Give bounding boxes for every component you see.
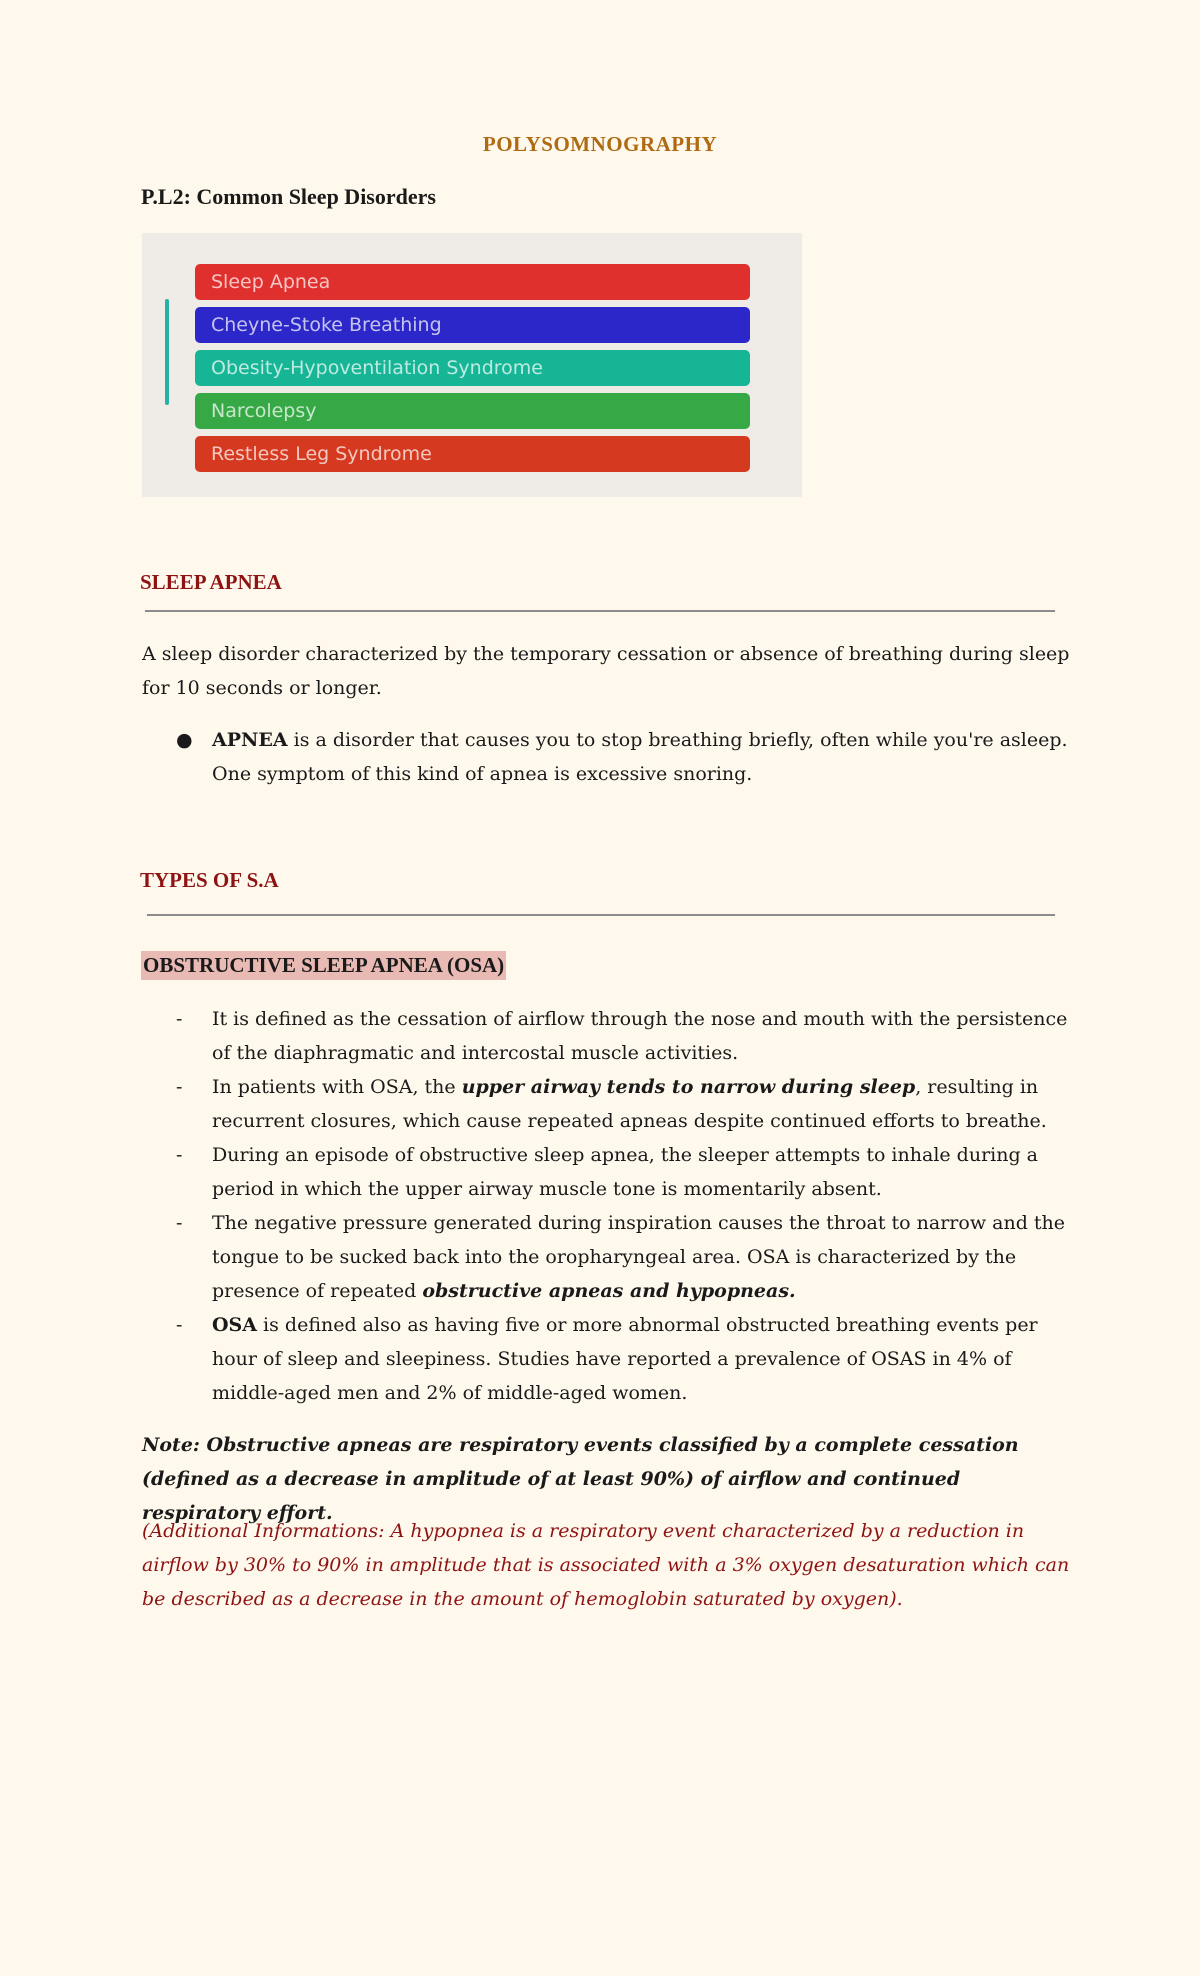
list-item-text bbox=[212, 1138, 1076, 1206]
types-heading: TYPES OF S.A bbox=[140, 868, 279, 892]
list-text: It is defined as the cessation of airflow through the nose and mouth with the persistence of the diaphragmatic and intercostal muscle activities. bbox=[212, 1008, 1068, 1064]
list-text: , resulting in recurrent closures, which cause repeated apneas despite continued efforts to breathe. bbox=[212, 1076, 1047, 1132]
list-item bbox=[176, 1138, 1076, 1206]
dash-marker: - bbox=[176, 1008, 183, 1030]
list-item-text bbox=[212, 1206, 1076, 1308]
sleep-apnea-definition: A sleep disorder characterized by the temporary cessation or absence of breathing during sleep for 10 seconds or longer. bbox=[142, 643, 1070, 699]
additional-info: (Additional Informations: A hypopnea is a respiratory event characterized by a reduction in airflow by 30% to 90% in amplitude that is associated with a 3% oxygen desaturation which can be described as a decrease in the amount of hemoglobin saturated by oxygen). bbox=[142, 1520, 1070, 1610]
figure-bar-cheyne-stoke-breathing: Cheyne-Stoke Breathing bbox=[195, 307, 750, 343]
list-item bbox=[176, 1206, 1076, 1308]
figure-bar-sleep-apnea: Sleep Apnea bbox=[195, 264, 750, 300]
document-title: POLYSOMNOGRAPHY bbox=[482, 132, 718, 156]
section-divider bbox=[147, 914, 1055, 916]
list-text: The negative pressure generated during inspiration causes the throat to narrow and the tongue to be sucked back into the oropharyngeal area. OSA is characterized by the presence of repeated bbox=[212, 1212, 1066, 1302]
figure-bar-obesity-hypoventilation-syndrome: Obesity-Hypoventilation Syndrome bbox=[195, 350, 750, 386]
list-item-text bbox=[212, 1002, 1076, 1070]
osa-heading: OBSTRUCTIVE SLEEP APNEA (OSA) bbox=[141, 951, 506, 980]
apnea-description: is a disorder that causes you to stop breathing briefly, often while you're asleep. One symptom of this kind of apnea is excessive snoring. bbox=[212, 729, 1068, 785]
dash-marker: - bbox=[176, 1076, 183, 1098]
apnea-bullet-text bbox=[212, 723, 1082, 791]
emphasis-text: upper airway tends to narrow during sleep bbox=[461, 1076, 916, 1098]
list-text: In patients with OSA, the bbox=[212, 1076, 462, 1098]
figure-bracket bbox=[165, 299, 169, 405]
dash-marker: - bbox=[176, 1314, 183, 1336]
list-item-text bbox=[212, 1070, 1076, 1138]
list-item bbox=[176, 1002, 1076, 1070]
apnea-term: APNEA bbox=[212, 729, 288, 751]
dash-marker: - bbox=[176, 1144, 183, 1166]
figure-bar-restless-leg-syndrome: Restless Leg Syndrome bbox=[195, 436, 750, 472]
list-item-text bbox=[212, 1308, 1076, 1410]
note-paragraph: Note: Obstructive apneas are respiratory events classified by a complete cessation (defined as a decrease in amplitude of at least 90%) of airflow and continued respiratory effort. bbox=[142, 1434, 1019, 1524]
section-divider bbox=[145, 610, 1055, 612]
list-text: is defined also as having five or more abnormal obstructed breathing events per hour of sleep and sleepiness. Studies have reported a prevalence of OSAS in 4% of middle-aged men and 2% of middle-aged women. bbox=[212, 1314, 1038, 1404]
list-item bbox=[176, 1308, 1076, 1410]
sleep-disorders-figure bbox=[142, 233, 802, 497]
sleep-apnea-heading: SLEEP APNEA bbox=[140, 570, 282, 594]
osa-term: OSA bbox=[212, 1314, 258, 1336]
lesson-subtitle: P.L2: Common Sleep Disorders bbox=[141, 184, 436, 209]
osa-list bbox=[176, 1002, 1076, 1410]
list-text: During an episode of obstructive sleep apnea, the sleeper attempts to inhale during a period in which the upper airway muscle tone is momentarily absent. bbox=[212, 1144, 1038, 1200]
dash-marker: - bbox=[176, 1212, 183, 1234]
bullet-dot: ● bbox=[176, 729, 193, 751]
list-item bbox=[176, 1070, 1076, 1138]
emphasis-text: obstructive apneas and hypopneas. bbox=[422, 1280, 796, 1302]
figure-bar-narcolepsy: Narcolepsy bbox=[195, 393, 750, 429]
